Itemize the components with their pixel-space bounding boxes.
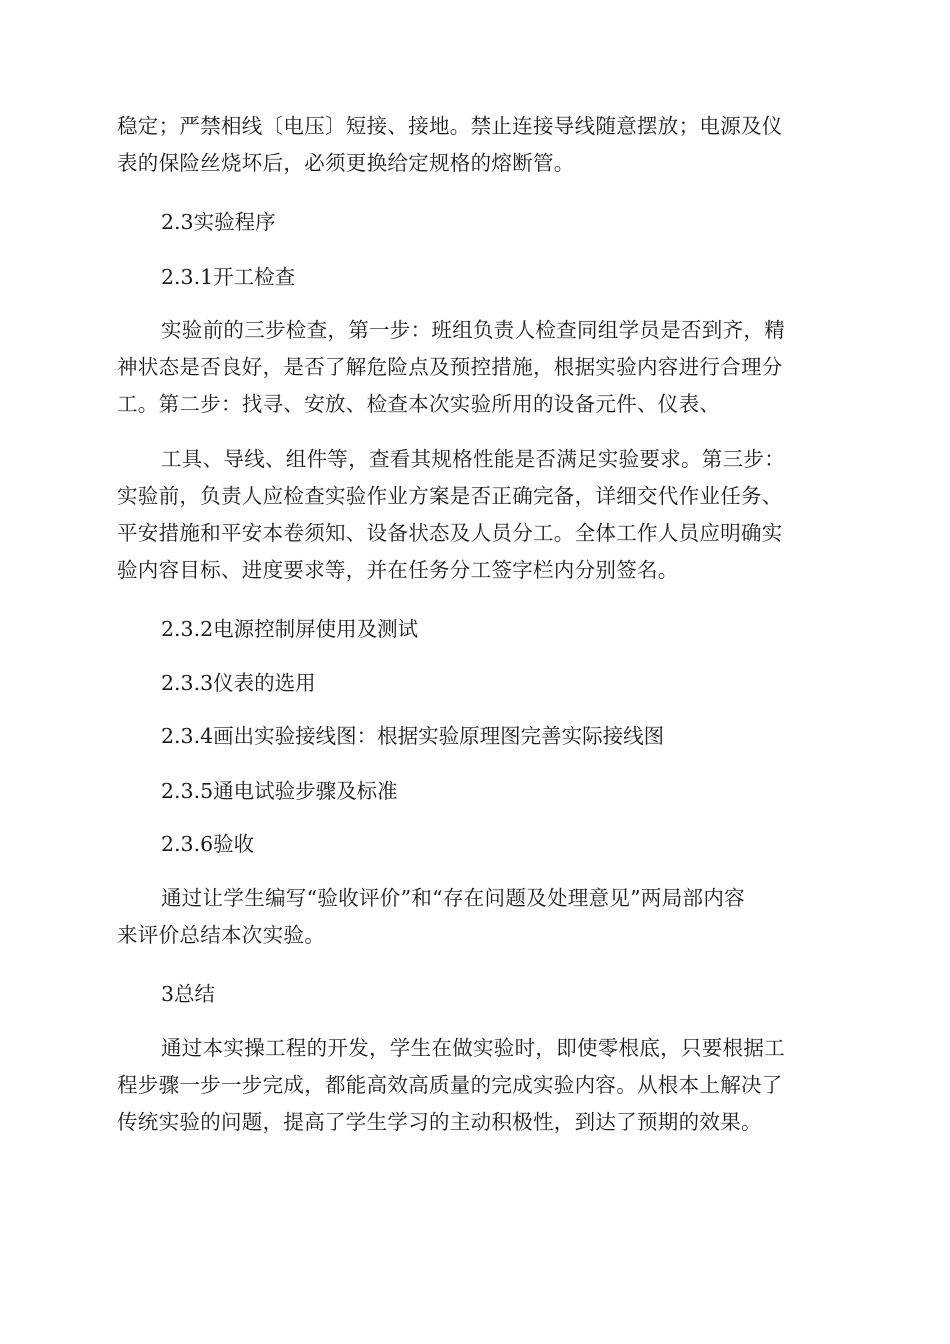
text-line: 通过让学生编写“验收评价”和“存在问题及处理意见”两局部内容	[161, 886, 745, 910]
paragraph-check-continued	[117, 441, 833, 589]
paragraph-summary	[117, 1030, 833, 1141]
text-line: 平安措施和平安本卷须知、设备状态及人员分工。全体工作人员应明确实	[117, 521, 783, 545]
text-line: 验内容目标、进度要求等，并在任务分工签字栏内分别签名。	[117, 558, 679, 582]
heading-2-3-3: 2.3.3仪表的选用	[161, 671, 316, 695]
paragraph-safety-rules	[117, 108, 833, 182]
heading-2-3-1: 2.3.1开工检查	[161, 265, 296, 289]
text-line: 工。第二步：找寻、安放、检查本次实验所用的设备元件、仪表、	[117, 392, 721, 416]
paragraph-three-step-check	[117, 312, 833, 423]
text-line: 稳定；严禁相线〔电压〕短接、接地。禁止连接导线随意摆放；电源及仪	[117, 114, 783, 138]
text-line: 神状态是否良好，是否了解危险点及预控措施，根据实验内容进行合理分	[117, 355, 783, 379]
text-line: 工具、导线、组件等，查看其规格性能是否满足实验要求。第三步：	[161, 447, 785, 471]
text-line: 来评价总结本次实验。	[117, 923, 325, 947]
heading-2-3-5: 2.3.5通电试验步骤及标准	[161, 779, 398, 803]
heading-3: 3总结	[161, 982, 216, 1006]
text-line: 通过本实操工程的开发，学生在做实验时，即使零根底，只要根据工	[161, 1036, 785, 1060]
heading-2-3: 2.3实验程序	[161, 210, 276, 234]
text-line: 实验前的三步检查，第一步：班组负责人检查同组学员是否到齐，精	[161, 318, 785, 342]
text-line: 传统实验的问题，提高了学生学习的主动积极性，到达了预期的效果。	[117, 1110, 762, 1134]
heading-2-3-4: 2.3.4画出实验接线图：根据实验原理图完善实际接线图	[161, 724, 665, 748]
text-line: 表的保险丝烧坏后，必须更换给定规格的熔断管。	[117, 151, 575, 175]
text-line: 实验前，负责人应检查实验作业方案是否正确完备，详细交代作业任务、	[117, 484, 783, 508]
text-line: 程步骤一步一步完成，都能高效高质量的完成实验内容。从根本上解决了	[117, 1073, 783, 1097]
heading-2-3-6: 2.3.6验收	[161, 832, 255, 856]
heading-2-3-2: 2.3.2电源控制屏使用及测试	[161, 617, 419, 641]
paragraph-acceptance	[117, 880, 833, 954]
